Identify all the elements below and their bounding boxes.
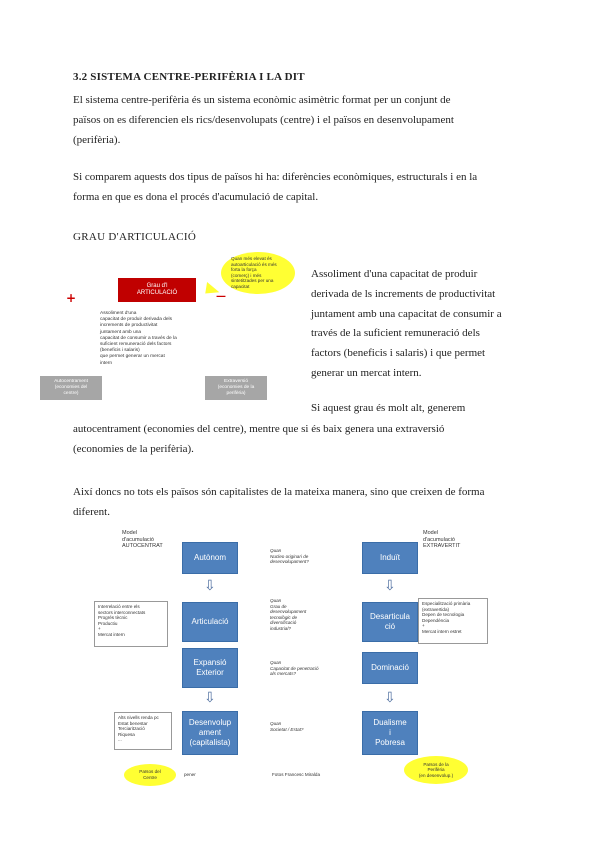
text-line: Si comparem aquests dos tipus de països hi ha: diferències econòmiques, estructurals i en la — [73, 171, 478, 183]
question-note: Quan Grau de desenvolupament tecnològic de diversificació industrial? — [270, 598, 307, 631]
figure-footer-left: pener — [184, 772, 196, 777]
text-line: (perifèria). — [73, 134, 121, 146]
text-line: generar un mercat intern. — [311, 366, 422, 379]
text-line: països on es diferencien els rics/desenvolupats (centre) i el països en desenvolupament — [73, 114, 454, 126]
autocentrament-box: Autocentrament (economies del centre) — [40, 376, 102, 400]
paragraph-comparison — [73, 167, 528, 207]
question-note: Quan Societat / Estat? — [270, 721, 304, 732]
arrow-down-icon: ⇩ — [204, 578, 216, 594]
box-desarticulacio: Desarticula ció — [362, 602, 418, 642]
articulation-figure — [38, 252, 300, 402]
arrow-down-icon: ⇩ — [204, 690, 216, 706]
plus-sign: + — [66, 291, 77, 305]
text-line: autocentrament (economies del centre), mentre que si és baix genera una extraversió — [73, 423, 445, 435]
arrow-down-icon: ⇩ — [384, 578, 396, 594]
question-note: Quan Capacitat de penetració als mercats? — [270, 660, 319, 677]
text-line: diferent. — [73, 506, 110, 518]
box-expansio-exterior: Expansió Exterior — [182, 648, 238, 688]
box-induit: Induït — [362, 542, 418, 574]
note-desarticulacio: Especialització primària (extravertida) Depen de tecnologia Dependència + Mercat intern estret — [418, 598, 488, 644]
text-line: Assoliment d'una capacitat de produir — [311, 268, 478, 280]
box-dominacio: Dominació — [362, 652, 418, 684]
paragraph-articulation-definition — [311, 265, 541, 384]
text-line: Així doncs no tots els països són capitalistes de la mateixa manera, sino que creixen de forma — [73, 486, 485, 498]
paragraph-degree-first-line: Si aquest grau és molt alt, generem — [311, 402, 466, 414]
text-line: factors (beneficis i salaris) i que permet — [311, 347, 486, 360]
note-articulacio: Interrelació entre els sectors interconnectats Progrés tècnic Productiu + Mercat intern — [94, 601, 168, 647]
text-line: (economies de la perifèria). — [73, 443, 194, 455]
model-autocentrat-title: Model d'acumulació AUTOCENTRAT — [122, 530, 163, 550]
text-line: derivada de ls increments de productivitat — [311, 287, 496, 300]
box-desenvolupament: Desenvolup ament (capitalista) — [182, 711, 238, 755]
text-line: El sistema centre-perifèria és un sistema econòmic asimètric format per un conjunt de — [73, 94, 451, 106]
articulation-degree-box: Grau d'l ARTICULACIÓ — [118, 278, 196, 302]
box-articulacio: Articulació — [182, 602, 238, 642]
cloud-centre: Països del Centre — [124, 764, 176, 786]
box-dualisme-pobresa: Dualisme i Pobresa — [362, 711, 418, 755]
paragraph-definition — [73, 90, 528, 150]
text-line: forma en que es dona el procés d'acumulació de capital. — [73, 191, 319, 203]
minus-sign: — — [216, 291, 226, 302]
section-heading: 3.2 SISTEMA CENTRE-PERIFÈRIA I LA DIT — [73, 71, 305, 83]
question-note: Quan Nucleo originari de desenvolupament? — [270, 548, 309, 565]
cloud-periferia: Països de la Perifèria (en desenvolup.) — [404, 756, 468, 784]
arrow-down-icon: ⇩ — [384, 690, 396, 706]
note-desenvolupament: Alts nivells renda pc Estat benestar Terciarització Riquesa ... — [114, 712, 172, 750]
box-autonom: Autònom — [182, 542, 238, 574]
model-extravertit-title: Model d'acumulació EXTRAVERTIT — [423, 530, 461, 550]
paragraph-conclusion — [73, 482, 528, 522]
paragraph-degree — [73, 419, 528, 459]
accumulation-models-figure — [100, 528, 500, 784]
articulation-description: Assoliment d'una capacitat de produir derivada dels increments de productivitat juntament amb una capacitat de consumir a través de la suficient remuneració dels factors (beneficis i salaris) que permet generar un mercat intern — [100, 311, 177, 366]
extraversio-box: Extraversió (economies de la perifèria) — [205, 376, 267, 400]
subheading: GRAU D'ARTICULACIÓ — [73, 231, 197, 243]
text-line: juntament amb una capacitat de consumir a — [311, 307, 502, 320]
speech-bubble-text: Quan més elevat és autoarticulació és més forta la força (comerç) i més sintetitzades per una capacitat — [231, 256, 277, 289]
figure-footer-credit: Fotos Francesc Miralda — [272, 772, 320, 777]
text-line: través de la suficient remuneració dels — [311, 327, 480, 340]
